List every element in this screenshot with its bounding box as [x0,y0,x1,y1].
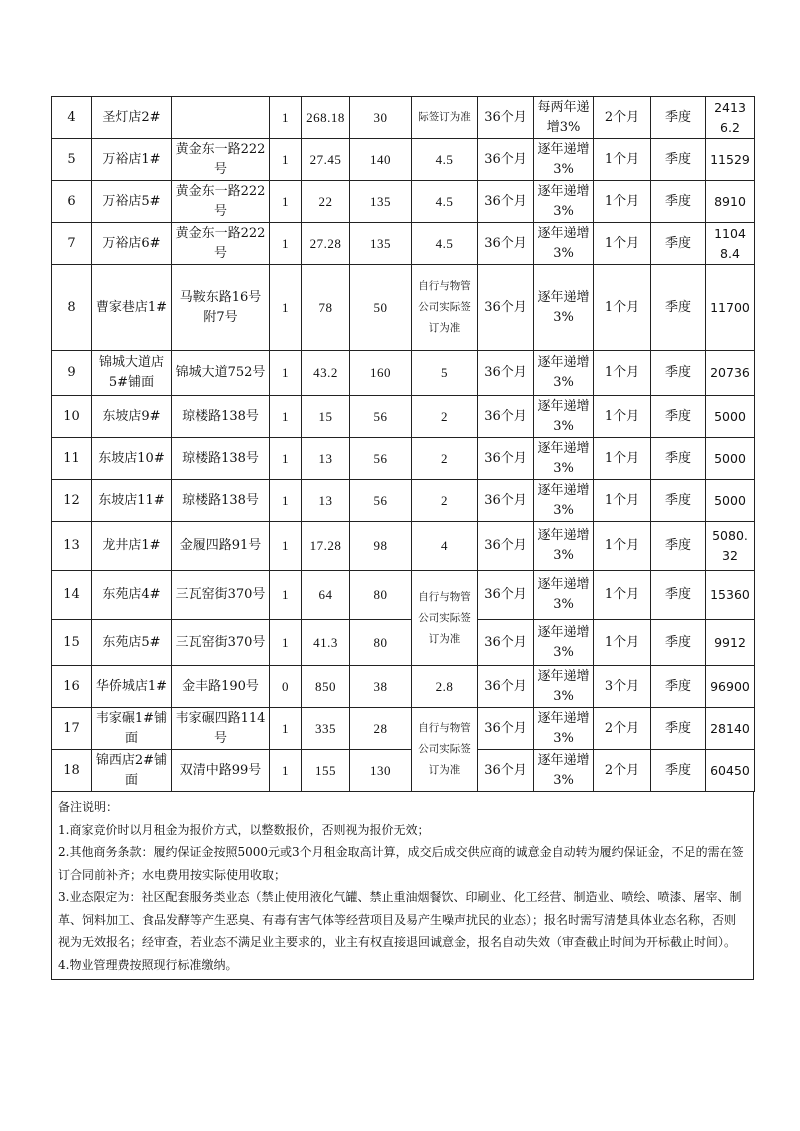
cell-payment: 季度 [651,396,706,438]
table-row [52,351,755,396]
cell-address: 琼楼路138号 [172,396,270,438]
cell-qty: 1 [270,265,302,351]
table-row [52,396,755,438]
cell-store: 东坡店9# [92,396,172,438]
cell-store: 万裕店6# [92,223,172,265]
cell-store: 东坡店11# [92,480,172,522]
cell-no: 5 [52,139,92,181]
cell-deposit: 2 [412,480,478,522]
cell-no: 10 [52,396,92,438]
cell-term: 36个月 [478,396,534,438]
cell-payment: 季度 [651,708,706,750]
cell-address: 三瓦窑街370号 [172,571,270,620]
cell-total: 15360 [706,571,755,620]
cell-price: 135 [350,223,412,265]
cell-total: 5080.32 [706,522,755,571]
cell-store: 东坡店10# [92,438,172,480]
cell-store: 东苑店5# [92,620,172,666]
cell-store: 锦城大道店5#铺面 [92,351,172,396]
table-row [52,522,755,571]
cell-address: 锦城大道752号 [172,351,270,396]
cell-price: 30 [350,97,412,139]
cell-no: 8 [52,265,92,351]
note-item: 3.业态限定为：社区配套服务类业态（禁止使用液化气罐、禁止重油烟餐饮、印刷业、化工经营、制造业、喷绘、喷漆、屠宰、制革、饲料加工、食品发酵等产生恶臭、有毒有害气体等经营项目及易产生噪声扰民的业态）；报名时需写清楚具体业态名称，否则视为无效报名；经审查，若业态不满足业主要求的，业主有权直接退回诚意金，报名自动失效（审查截止时间为开标截止时间）。 [58,890,742,949]
cell-total: 5000 [706,438,755,480]
cell-payment: 季度 [651,666,706,708]
cell-payment: 季度 [651,351,706,396]
cell-free-period: 1个月 [594,522,651,571]
cell-address: 琼楼路138号 [172,480,270,522]
table-row [52,708,755,750]
cell-deposit: 2 [412,438,478,480]
cell-total: 28140 [706,708,755,750]
cell-area: 850 [302,666,350,708]
note-item: 4.物业管理费按照现行标准缴纳。 [58,957,238,972]
cell-deposit: 4.5 [412,181,478,223]
table-row [52,223,755,265]
table-row [52,438,755,480]
cell-term: 36个月 [478,571,534,620]
cell-no: 14 [52,571,92,620]
cell-price: 28 [350,708,412,750]
cell-store: 曹家巷店1# [92,265,172,351]
table-row [52,571,755,620]
cell-price: 160 [350,351,412,396]
cell-address: 琼楼路138号 [172,438,270,480]
cell-term: 36个月 [478,223,534,265]
cell-area: 268.18 [302,97,350,139]
cell-free-period: 2个月 [594,750,651,792]
cell-free-period: 2个月 [594,708,651,750]
cell-payment: 季度 [651,750,706,792]
table-row [52,620,755,666]
cell-total: 11700 [706,265,755,351]
cell-term: 36个月 [478,522,534,571]
cell-qty: 1 [270,351,302,396]
cell-area: 43.2 [302,351,350,396]
cell-payment: 季度 [651,480,706,522]
cell-term: 36个月 [478,351,534,396]
cell-deposit: 自行与物管公司实际签订为准 [412,265,478,351]
cell-area: 13 [302,438,350,480]
table-body [52,97,755,792]
cell-free-period: 1个月 [594,223,651,265]
cell-free-period: 2个月 [594,97,651,139]
cell-area: 64 [302,571,350,620]
table-row [52,181,755,223]
cell-total: 11048.4 [706,223,755,265]
cell-price: 135 [350,181,412,223]
cell-no: 6 [52,181,92,223]
cell-term: 36个月 [478,438,534,480]
cell-payment: 季度 [651,265,706,351]
cell-store: 龙井店1# [92,522,172,571]
note-item: 2.其他商务条款：履约保证金按照5000元或3个月租金取高计算，成交后成交供应商的诚意金自动转为履约保证金，不足的需在签订合同前补齐；水电费用按实际使用收取； [58,845,744,882]
cell-qty: 1 [270,181,302,223]
cell-address: 黄金东一路222号 [172,139,270,181]
cell-payment: 季度 [651,139,706,181]
cell-increase: 逐年递增3% [534,139,594,181]
cell-price: 98 [350,522,412,571]
cell-address: 黄金东一路222号 [172,223,270,265]
cell-payment: 季度 [651,620,706,666]
cell-total: 5000 [706,396,755,438]
cell-term: 36个月 [478,620,534,666]
cell-total: 96900 [706,666,755,708]
cell-qty: 1 [270,480,302,522]
cell-payment: 季度 [651,522,706,571]
cell-increase: 逐年递增3% [534,181,594,223]
cell-area: 22 [302,181,350,223]
cell-address: 双清中路99号 [172,750,270,792]
cell-payment: 季度 [651,223,706,265]
document-page [51,96,754,980]
cell-no: 7 [52,223,92,265]
cell-deposit: 际签订为准 [412,97,478,139]
cell-increase: 逐年递增3% [534,480,594,522]
table-row [52,750,755,792]
cell-free-period: 1个月 [594,438,651,480]
cell-increase: 逐年递增3% [534,265,594,351]
cell-qty: 1 [270,522,302,571]
cell-increase: 逐年递增3% [534,396,594,438]
cell-qty: 1 [270,750,302,792]
cell-qty: 1 [270,396,302,438]
cell-area: 78 [302,265,350,351]
cell-area: 15 [302,396,350,438]
cell-total: 5000 [706,480,755,522]
cell-area: 335 [302,708,350,750]
table-row [52,139,755,181]
cell-no: 18 [52,750,92,792]
cell-no: 4 [52,97,92,139]
cell-address: 金履四路91号 [172,522,270,571]
cell-increase: 逐年递增3% [534,522,594,571]
cell-term: 36个月 [478,181,534,223]
cell-increase: 逐年递增3% [534,750,594,792]
note-item: 1.商家竞价时以月租金为报价方式，以整数报价，否则视为报价无效； [58,822,430,837]
cell-store: 圣灯店2# [92,97,172,139]
cell-increase: 逐年递增3% [534,571,594,620]
cell-store: 万裕店5# [92,181,172,223]
cell-increase: 逐年递增3% [534,620,594,666]
table-row [52,97,755,139]
cell-address: 金丰路190号 [172,666,270,708]
cell-qty: 1 [270,620,302,666]
cell-no: 16 [52,666,92,708]
cell-area: 27.45 [302,139,350,181]
cell-store: 东苑店4# [92,571,172,620]
cell-payment: 季度 [651,438,706,480]
cell-no: 13 [52,522,92,571]
cell-area: 27.28 [302,223,350,265]
cell-increase: 逐年递增3% [534,223,594,265]
cell-address: 马鞍东路16号附7号 [172,265,270,351]
notes-title: 备注说明： [58,800,119,814]
cell-deposit: 2.8 [412,666,478,708]
cell-no: 12 [52,480,92,522]
cell-price: 56 [350,480,412,522]
cell-deposit: 5 [412,351,478,396]
cell-free-period: 1个月 [594,351,651,396]
cell-deposit: 4.5 [412,139,478,181]
cell-price: 50 [350,265,412,351]
cell-free-period: 1个月 [594,265,651,351]
cell-deposit: 自行与物管公司实际签订为准 [412,571,478,666]
cell-address: 黄金东一路222号 [172,181,270,223]
cell-free-period: 1个月 [594,571,651,620]
cell-increase: 每两年递增3% [534,97,594,139]
cell-qty: 0 [270,666,302,708]
cell-payment: 季度 [651,571,706,620]
cell-price: 80 [350,571,412,620]
cell-increase: 逐年递增3% [534,666,594,708]
cell-total: 11529 [706,139,755,181]
cell-price: 56 [350,438,412,480]
cell-total: 20736 [706,351,755,396]
notes-section [51,792,754,980]
cell-free-period: 3个月 [594,666,651,708]
table-row [52,666,755,708]
cell-qty: 1 [270,438,302,480]
cell-increase: 逐年递增3% [534,438,594,480]
cell-deposit: 自行与物管公司实际签订为准 [412,708,478,792]
cell-free-period: 1个月 [594,480,651,522]
cell-store: 锦西店2#铺面 [92,750,172,792]
cell-term: 36个月 [478,750,534,792]
cell-deposit: 4 [412,522,478,571]
cell-price: 140 [350,139,412,181]
cell-no: 11 [52,438,92,480]
cell-increase: 逐年递增3% [534,708,594,750]
cell-price: 38 [350,666,412,708]
cell-increase: 逐年递增3% [534,351,594,396]
cell-free-period: 1个月 [594,620,651,666]
table-row [52,480,755,522]
cell-area: 41.3 [302,620,350,666]
cell-price: 56 [350,396,412,438]
cell-free-period: 1个月 [594,396,651,438]
cell-no: 9 [52,351,92,396]
cell-qty: 1 [270,708,302,750]
cell-qty: 1 [270,571,302,620]
cell-total: 8910 [706,181,755,223]
cell-free-period: 1个月 [594,139,651,181]
cell-store: 韦家碾1#铺面 [92,708,172,750]
cell-qty: 1 [270,139,302,181]
cell-address [172,97,270,139]
cell-term: 36个月 [478,139,534,181]
cell-deposit: 2 [412,396,478,438]
table-row [52,265,755,351]
cell-qty: 1 [270,97,302,139]
cell-area: 13 [302,480,350,522]
cell-total: 60450 [706,750,755,792]
cell-no: 15 [52,620,92,666]
cell-term: 36个月 [478,708,534,750]
cell-payment: 季度 [651,97,706,139]
cell-address: 韦家碾四路114号 [172,708,270,750]
cell-area: 155 [302,750,350,792]
cell-qty: 1 [270,223,302,265]
cell-area: 17.28 [302,522,350,571]
cell-price: 80 [350,620,412,666]
cell-payment: 季度 [651,181,706,223]
cell-term: 36个月 [478,97,534,139]
cell-store: 万裕店1# [92,139,172,181]
cell-address: 三瓦窑街370号 [172,620,270,666]
rental-table [51,96,755,792]
cell-term: 36个月 [478,666,534,708]
cell-deposit: 4.5 [412,223,478,265]
cell-no: 17 [52,708,92,750]
cell-total: 24136.2 [706,97,755,139]
cell-price: 130 [350,750,412,792]
cell-term: 36个月 [478,480,534,522]
cell-free-period: 1个月 [594,181,651,223]
cell-store: 华侨城店1# [92,666,172,708]
cell-term: 36个月 [478,265,534,351]
cell-total: 9912 [706,620,755,666]
